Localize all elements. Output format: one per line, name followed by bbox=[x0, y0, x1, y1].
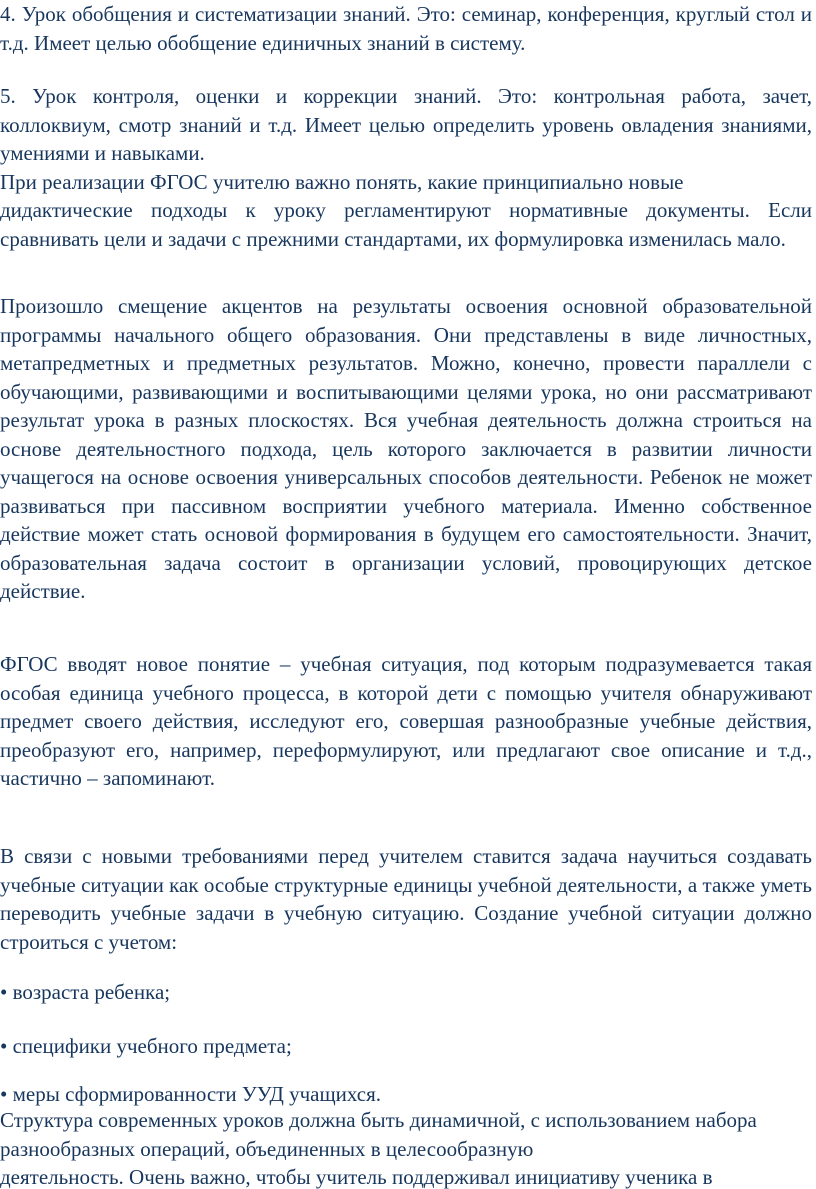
paragraph-teacher-task: В связи с новыми требованиями перед учителем ставится задача научиться создавать учебные ситуации как особые структурные единицы учебной деятельности, а также уметь переводить учебные задачи в учебную ситуацию. Создание учебной ситуации должно строиться с учетом: bbox=[0, 844, 812, 954]
paragraph-learning-situation: ФГОС вводят новое понятие – учебная ситуация, под которым подразумевается такая особая единица учебного процесса, в которой дети с помощью учителя обнаруживают предмет своего действия, исследуют его, совершая разнообразные учебные действия, преобразуют его, например, переформулируют, или предлагают свое описание и т.д., частично – запоминают. bbox=[0, 652, 812, 790]
paragraph-lesson-type-4: 4. Урок обобщения и систематизации знаний. Это: семинар, конференция, круглый стол и т.д. Имеет целью обобщение единичных знаний в систему. bbox=[0, 2, 812, 55]
bullet-child-age: • возраста ребенка; bbox=[0, 980, 171, 1004]
bullet-subject-specifics: • специфики учебного предмета; bbox=[0, 1034, 292, 1058]
paragraph-fgos-intro-line: При реализации ФГОС учителю важно понять, какие принципиально новые bbox=[0, 170, 684, 194]
paragraph-lesson-type-5: 5. Урок контроля, оценки и коррекции знаний. Это: контрольная работа, зачет, коллоквиум, смотр знаний и т.д. Имеет целью определить уровень овладения знаниями, умениями и навыками. bbox=[0, 84, 812, 165]
paragraph-lesson-structure: Структура современных уроков должна быть динамичной, с использованием набора разнообразных операций, объединенных в целесообразную bbox=[0, 1108, 757, 1161]
paragraph-didactic-approaches: дидактические подходы к уроку регламентируют нормативные документы. Если сравнивать цели и задачи с прежними стандартами, их формулировка изменилась мало. bbox=[0, 198, 812, 251]
paragraph-accent-shift: Произошло смещение акцентов на результаты освоения основной образовательной программы начального общего образования. Они представлены в виде личностных, метапредметных и предметных результатов. Можно, конечно, провести параллели с обучающими, развивающими и воспитывающими целями урока, но они рассматривают результат урока в разных плоскостях. Вся учебная деятельность должна строиться на основе деятельностного подхода, цель которого заключается в развитии личности учащегося на основе освоения универсальных способов деятельности. Ребенок не может развиваться при пассивном восприятии учебного материала. Именно собственное действие может стать основой формирования в будущем его самостоятельности. Значит, образовательная задача состоит в организации условий, провоцирующих детское действие. bbox=[0, 294, 812, 603]
paragraph-student-initiative: деятельность. Очень важно, чтобы учитель поддерживал инициативу ученика в bbox=[0, 1165, 713, 1189]
bullet-uud-level: • меры сформированности УУД учащихся. bbox=[0, 1082, 382, 1106]
